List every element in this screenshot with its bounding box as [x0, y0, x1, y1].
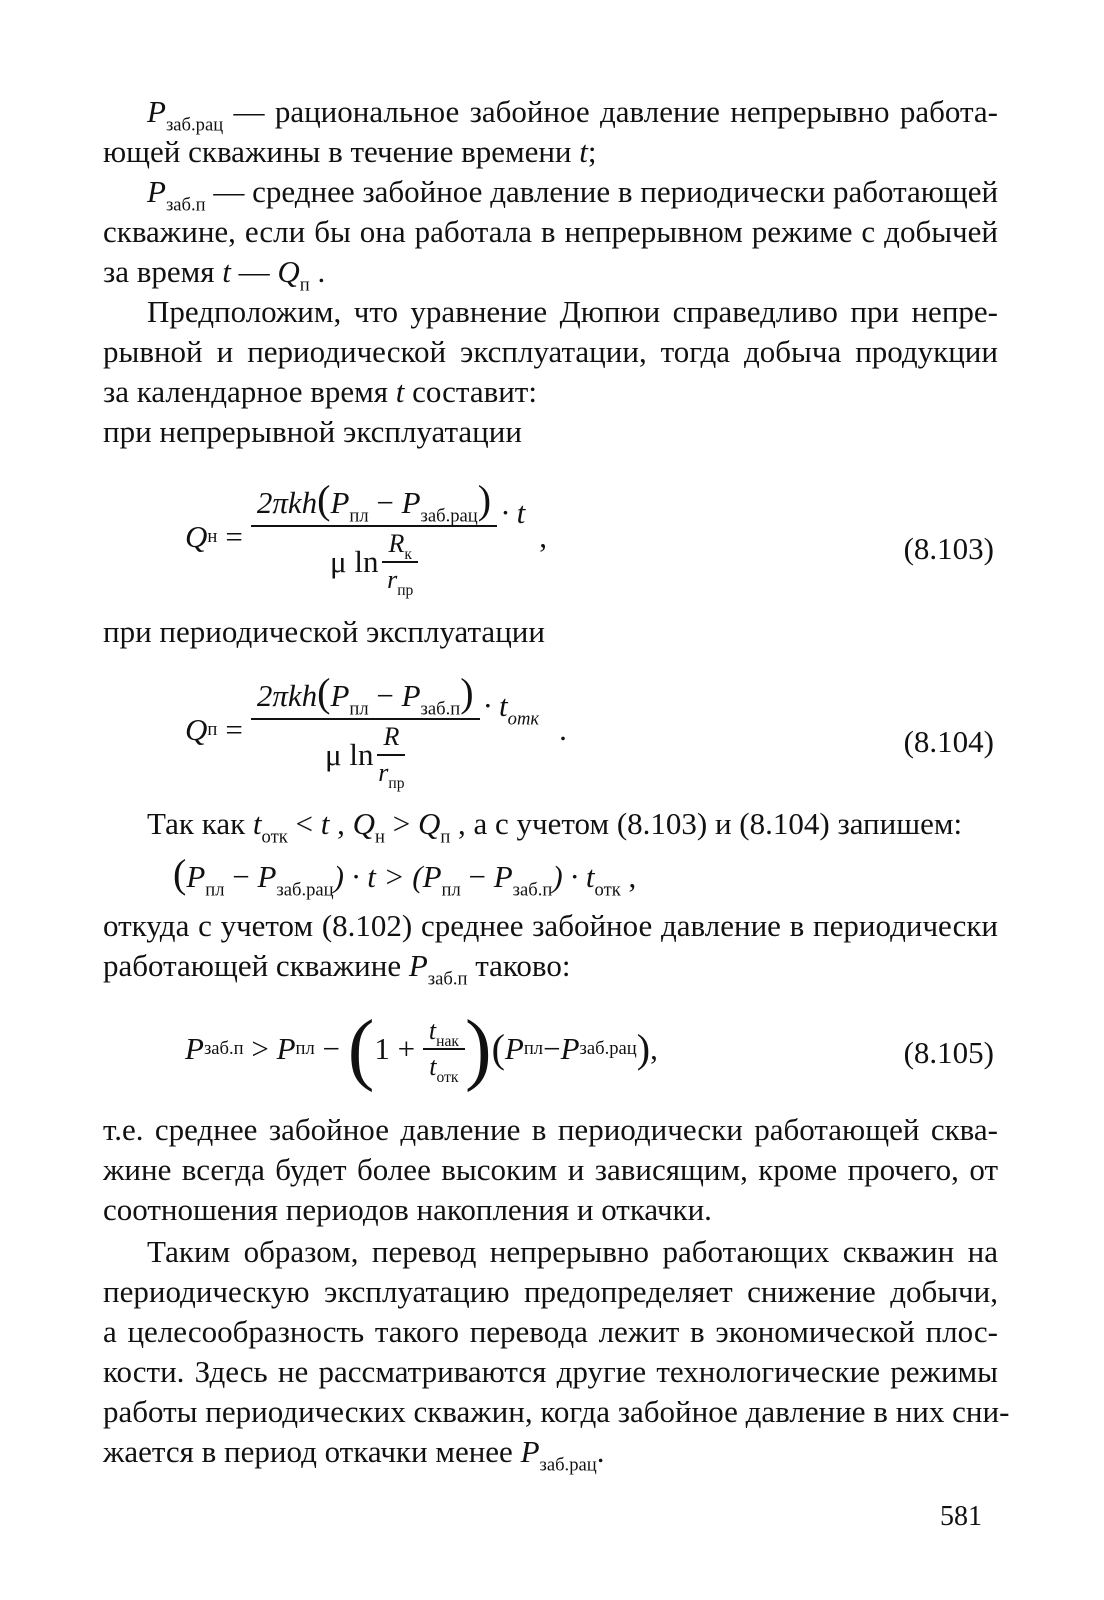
equation-number: (8.104) [903, 724, 994, 759]
since-line: Так как $t_{отк} < t$ , $Q_н > Q_п$ , а с учетом (8.103) и (8.104) запишем: [147, 806, 963, 848]
periodic-label: при периодической эксплуатации [103, 614, 545, 649]
book-page [103, 92, 1010, 1572]
page-number: 581 [940, 1501, 982, 1532]
fraction: $2\pi kh(P_{пл} - P_{заб.рац})$ μ ln $\frac{R_к}{r_{пр}}$ [251, 480, 497, 595]
symbol: P [147, 94, 166, 129]
equation-8-105: P заб.п > P пл − ( 1 + $\frac{t_{нак}}{t_{отк}}$ ) ( P пл − P заб.рац ) , (8.105) [185, 1005, 994, 1093]
whence-paragraph: откуда с учетом (8.102) среднее забойное давление в периодически работающей скважине $P_{заб.п}$ таково: [103, 908, 998, 990]
intro-paragraph: Предположим, что уравнение Дюпюи справедливо при непре- рывной и периодической эксплуатации, тогда добыча продукции за календарное время t составит: при непрерывной эксплуатации [103, 294, 998, 449]
definition-p-zab-rac: $P_{заб.рац}$ — рациональное забойное давление непрерывно работа- ющей скважины в течение времени t; [103, 94, 998, 169]
fraction: $\frac{t_{нак}}{t_{отк}}$ [423, 1016, 465, 1082]
conclusion-paragraph: Таким образом, перевод непрерывно работающих скважин на периодическую эксплуатацию предопределяет снижение добычи, а целесообразность такого перевода лежит в экономической плос- кости. Здесь не рассматриваются другие технологические режимы работы периодических скважин, когда забойное давление в них сни- жается в период откачки менее $P_{заб.рац}$. [103, 1234, 1010, 1476]
equation-8-103: Q н = $2\pi kh(P_{пл} - P_{заб.рац})$ μ ln $\frac{R_к}{r_{пр}}$ · t , (8.103) [185, 476, 994, 599]
equation-8-104: Q п = $2\pi kh(P_{пл} - P_{заб.п})$ μ ln $\frac{R}{r_{пр}}$ · $t_{отк}$ . (8.104) [185, 669, 994, 792]
definition-p-zab-p: $P_{заб.п}$ — среднее забойное давление в периодически работающей скважине, если бы она работала в непрерывном режиме с добычей за время t — $Q_п$ . [103, 174, 999, 296]
ie-paragraph: т.е. среднее забойное давление в периодически работающей сква- жине всегда будет более высоким и зависящим, кроме прочего, от соотношения периодов накопления и откачки. [103, 1112, 998, 1227]
fraction: $2\pi kh(P_{пл} - P_{заб.п})$ μ ln $\frac{R}{r_{пр}}$ [251, 673, 480, 788]
inequality: $(P_{пл} - P_{заб.рац}) \cdot t > (P_{пл} - P_{заб.п}) \cdot t_{отк}$ , [173, 851, 637, 901]
equation-number: (8.105) [903, 1035, 994, 1070]
equation-number: (8.103) [903, 531, 994, 566]
